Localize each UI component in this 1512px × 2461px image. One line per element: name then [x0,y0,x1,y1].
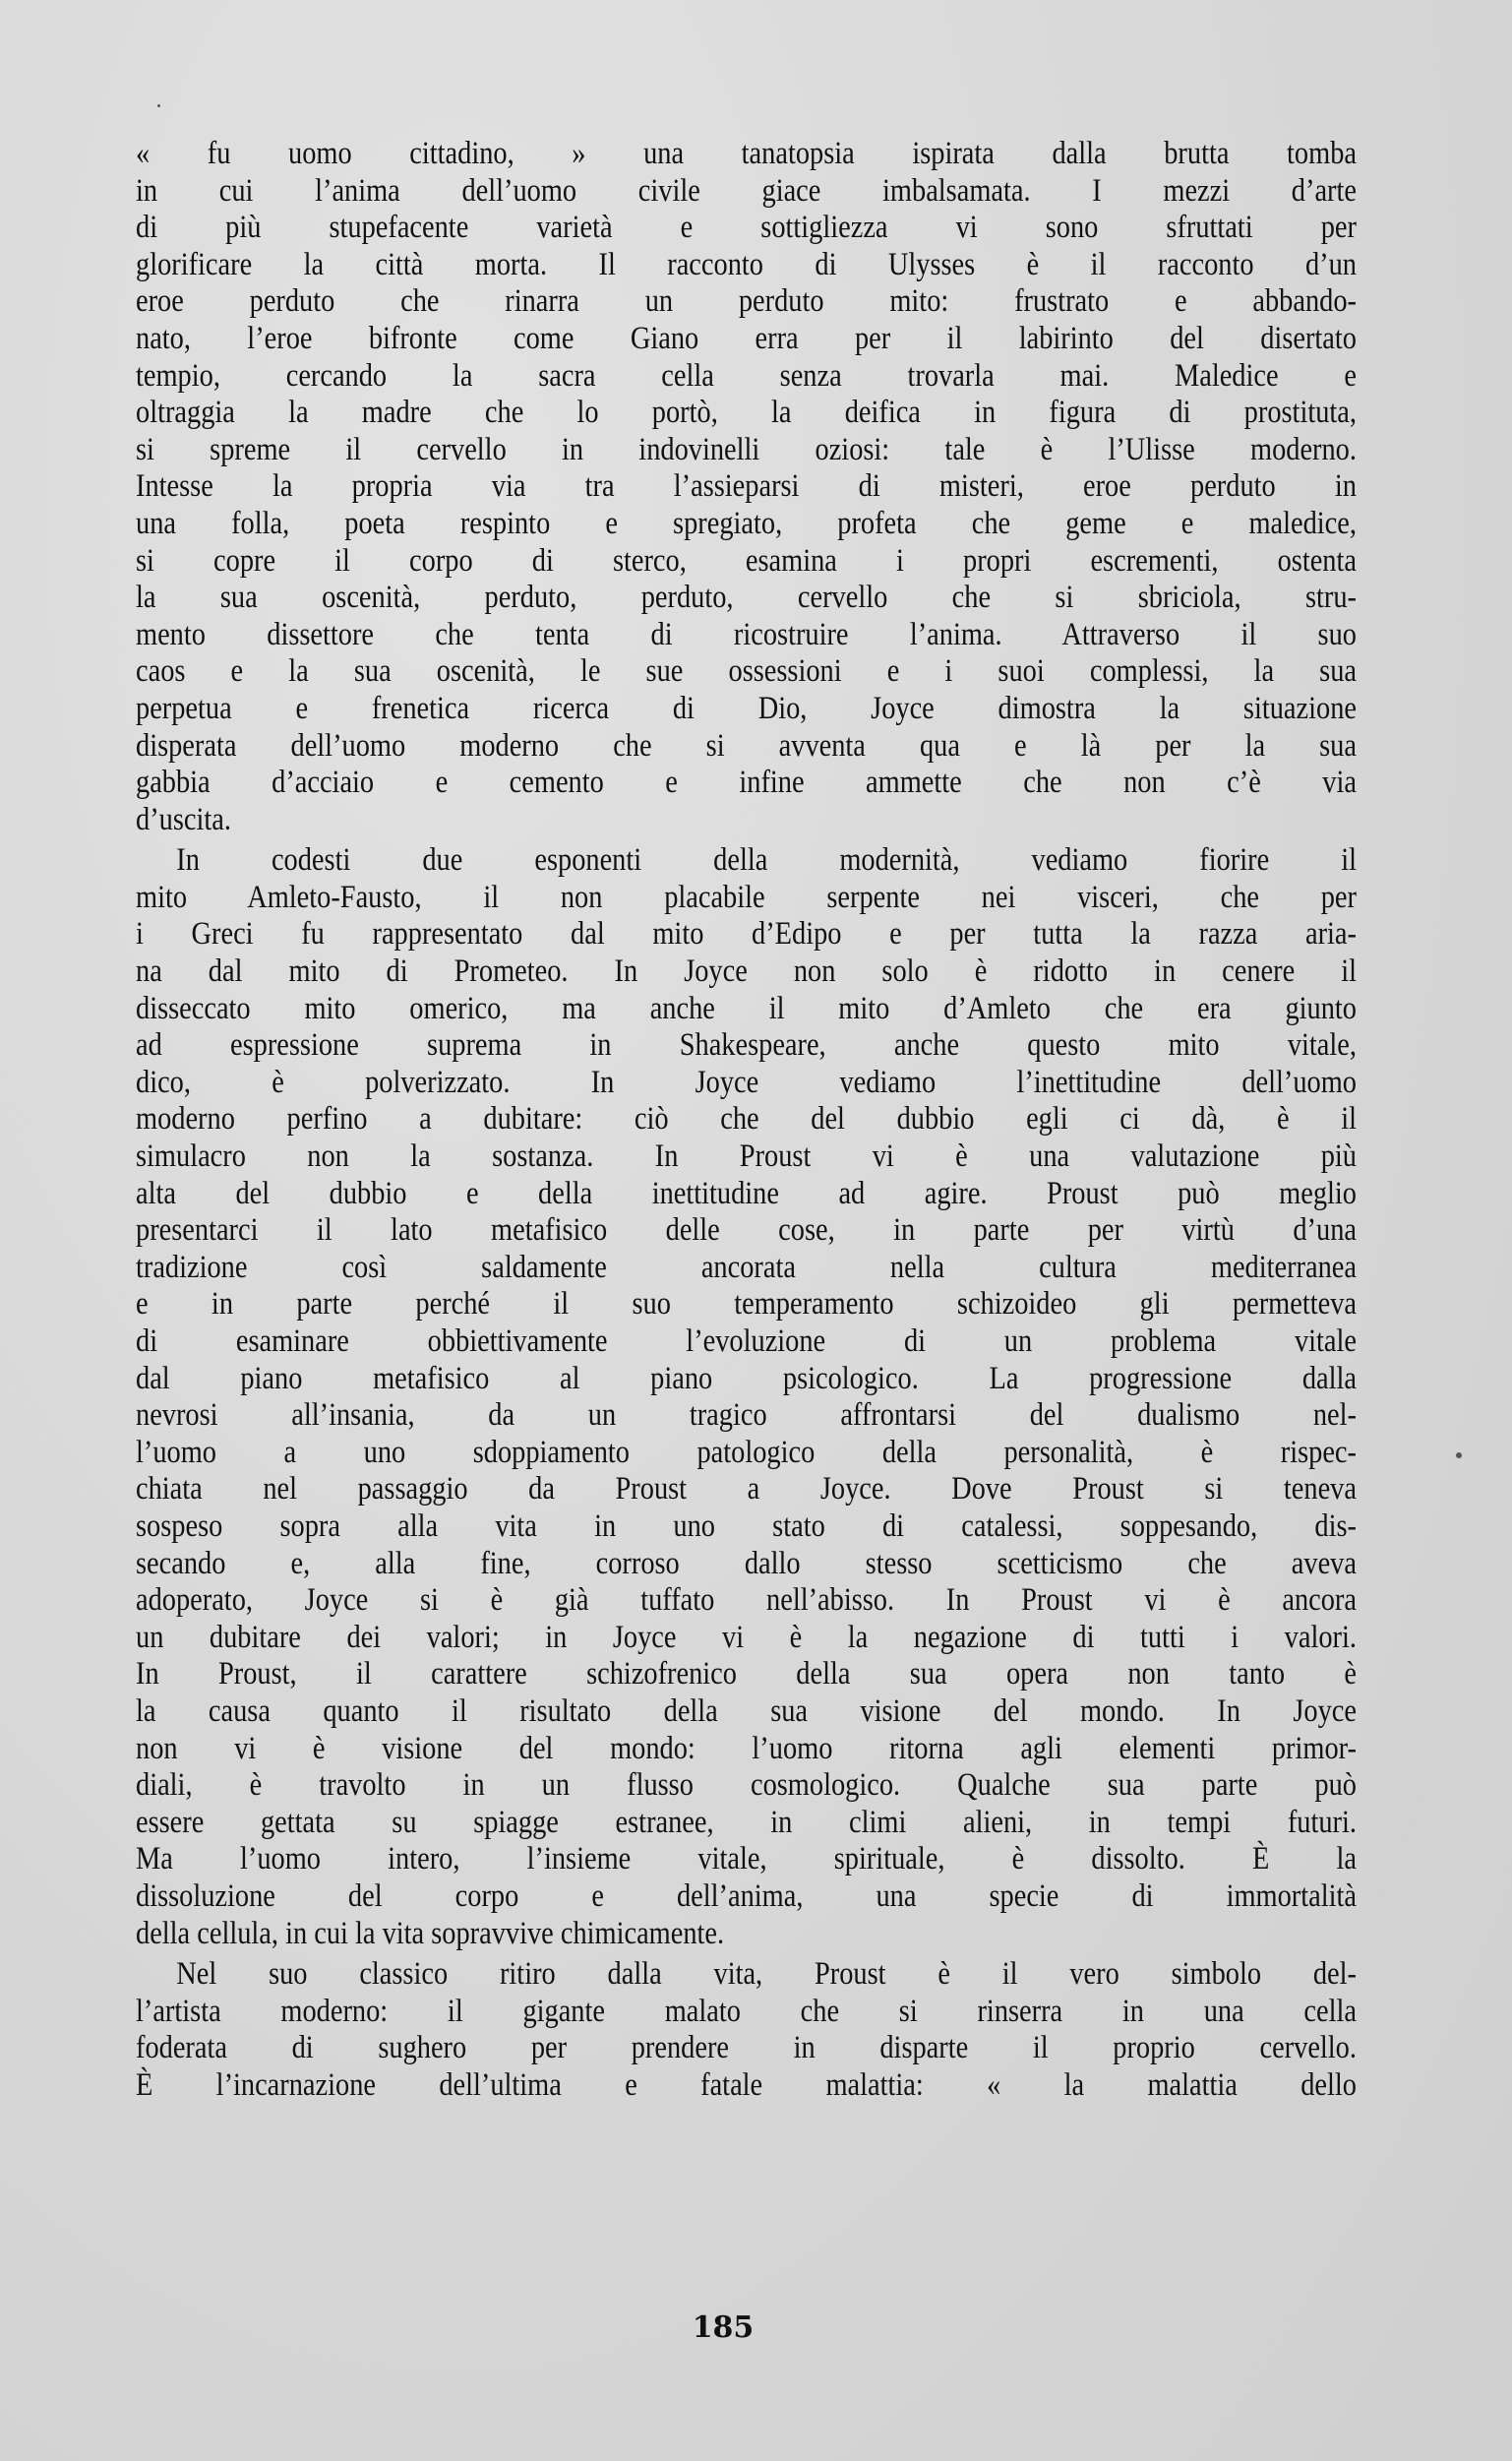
text-line: oltraggia la madre che lo portò, la deifica in figura di prostituta, [136,395,1357,431]
text-line: d’uscita. [136,801,231,837]
text-line: in cui l’anima dell’uomo civile giace imbalsamata. I mezzi d’arte [136,172,1357,209]
text-line: glorificare la città morta. Il racconto di Ulysses è il racconto d’un [136,246,1357,282]
text-line: dissoluzione del corpo e dell’anima, una specie di immortalità [136,1877,1357,1914]
text-line: di più stupefacente varietà e sottigliezza vi sono sfruttati per [136,210,1357,246]
text-line: È l’incarnazione dell’ultima e fatale malattia: « la malattia dello [136,2066,1357,2103]
text-line: disperata dell’uomo moderno che si avventa qua e là per la sua [136,727,1357,764]
text-line: l’artista moderno: il gigante malato che si rinserra in una cella [136,1993,1357,2029]
text-line: un dubitare dei valori; in Joyce vi è la negazione di tutti i valori. [136,1619,1357,1655]
text-line: na dal mito di Prometeo. In Joyce non solo è ridotto in cenere il [136,954,1357,990]
text-line: Ma l’uomo intero, l’insieme vitale, spirituale, è dissolto. È la [136,1841,1357,1877]
text-line: presentarci il lato metafisico delle cose, in parte per virtù d’una [136,1212,1357,1249]
text-line: secando e, alla fine, corroso dallo stesso scetticismo che aveva [136,1545,1357,1581]
text-line: dal piano metafisico al piano psicologico. La progressione dalla [136,1360,1357,1396]
text-line: i Greci fu rappresentato dal mito d’Edipo e per tutta la razza aria- [136,916,1357,953]
text-line: si spreme il cervello in indovinelli oziosi: tale è l’Ulisse moderno. [136,431,1357,467]
body-text [136,136,1357,2104]
text-line: sospeso sopra alla vita in uno stato di catalessi, soppesando, dis- [136,1507,1357,1544]
text-line: la sua oscenità, perduto, perduto, cervello che si sbriciola, stru- [136,580,1357,616]
text-line: simulacro non la sostanza. In Proust vi è una valutazione più [136,1138,1357,1175]
text-line: gabbia d’acciaio e cemento e infine ammette che non c’è via [136,765,1357,801]
text-line: di esaminare obbiettivamente l’evoluzione di un problema vitale [136,1323,1357,1359]
text-line: tradizione così saldamente ancorata nella cultura mediterranea [136,1249,1357,1285]
text-line: una folla, poeta respinto e spregiato, profeta che geme e maledice, [136,505,1357,541]
text-line: nevrosi all’insania, da un tragico affrontarsi del dualismo nel- [136,1397,1357,1434]
scan-speck [1456,1452,1462,1458]
text-line: essere gettata su spiagge estranee, in climi alieni, in tempi futuri. [136,1804,1357,1840]
text-line: diali, è travolto in un flusso cosmologico. Qualche sua parte può [136,1767,1357,1804]
text-line: mento dissettore che tenta di ricostruire l’anima. Attraverso il suo [136,616,1357,652]
paragraph-start: Nel suo classico ritiro dalla vita, Proust è il vero simbolo del- [176,1956,1357,1993]
text-line: In Proust, il carattere schizofrenico della sua opera non tanto è [136,1656,1357,1692]
text-line: disseccato mito omerico, ma anche il mito d’Amleto che era giunto [136,990,1357,1026]
text-line: ad espressione suprema in Shakespeare, anche questo mito vitale, [136,1027,1357,1064]
text-line: della cellula, in cui la vita sopravvive chimicamente. [136,1915,725,1951]
page-number: 185 [692,2310,755,2345]
text-line: alta del dubbio e della inettitudine ad agire. Proust può meglio [136,1175,1357,1211]
text-line: moderno perfino a dubitare: ciò che del dubbio egli ci dà, è il [136,1101,1357,1138]
text-line: non vi è visione del mondo: l’uomo ritorna agli elementi primor- [136,1730,1357,1766]
text-line: adoperato, Joyce si è già tuffato nell’abisso. In Proust vi è ancora [136,1582,1357,1619]
text-line: Intesse la propria via tra l’assieparsi di misteri, eroe perduto in [136,468,1357,505]
text-line: tempio, cercando la sacra cella senza trovarla mai. Maledice e [136,357,1357,394]
text-line: « fu uomo cittadino, » una tanatopsia ispirata dalla brutta tomba [136,136,1357,171]
text-line: caos e la sua oscenità, le sue ossessioni e i suoi complessi, la sua [136,653,1357,690]
text-line: eroe perduto che rinarra un perduto mito: frustrato e abbando- [136,283,1357,320]
text-line: l’uomo a uno sdoppiamento patologico della personalità, è rispec- [136,1434,1357,1470]
text-line: nato, l’eroe bifronte come Giano erra per il labirinto del disertato [136,320,1357,356]
text-line: chiata nel passaggio da Proust a Joyce. Dove Proust si teneva [136,1471,1357,1507]
text-line: la causa quanto il risultato della sua visione del mondo. In Joyce [136,1692,1357,1729]
text-line: mito Amleto-Fausto, il non placabile serpente nei visceri, che per [136,879,1357,915]
text-line: si copre il corpo di sterco, esamina i propri escrementi, ostenta [136,542,1357,579]
text-line: perpetua e frenetica ricerca di Dio, Joyce dimostra la situazione [136,690,1357,726]
text-line: e in parte perché il suo temperamento schizoideo gli permetteva [136,1286,1357,1323]
paragraph-start: In codesti due esponenti della modernità, vediamo fiorire il [176,842,1357,879]
text-line: dico, è polverizzato. In Joyce vediamo l’inettitudine dell’uomo [136,1064,1357,1100]
scan-speck [157,104,160,107]
text-line: foderata di sughero per prendere in disparte il proprio cervello. [136,2030,1357,2066]
